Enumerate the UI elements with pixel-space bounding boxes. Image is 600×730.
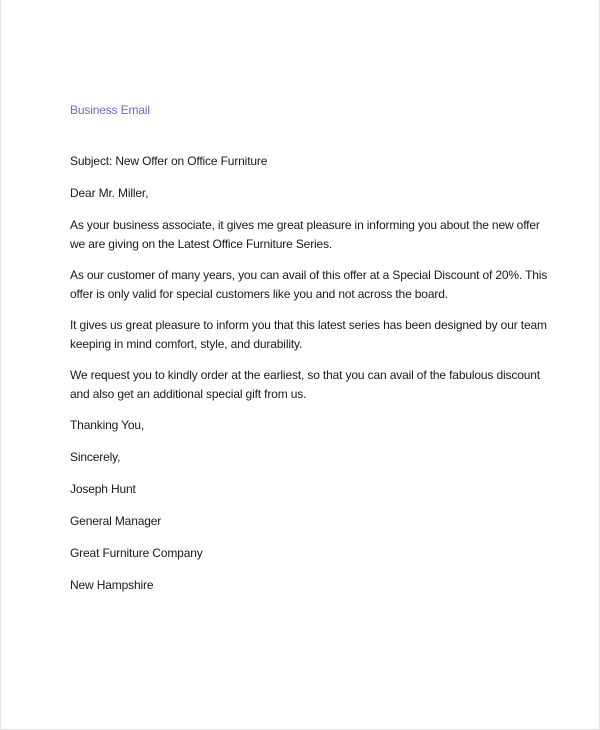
- signature-title: General Manager: [70, 514, 162, 528]
- document-heading: Business Email: [70, 103, 150, 117]
- closing-thanks: Thanking You,: [70, 418, 145, 432]
- paragraph-3: It gives us great pleasure to inform you that this latest series has been designed by our team keeping in mind comfort, style, and durability.: [70, 318, 547, 351]
- signature-location: New Hampshire: [70, 578, 154, 592]
- signature-name: Joseph Hunt: [70, 482, 136, 496]
- paragraph-4: We request you to kindly order at the earliest, so that you can avail of the fabulous discount and also get an additional special gift from us.: [70, 368, 540, 401]
- closing: Sincerely,: [70, 450, 121, 464]
- subject-line: Subject: New Offer on Office Furniture: [70, 154, 268, 168]
- signature-company: Great Furniture Company: [70, 546, 203, 560]
- salutation: Dear Mr. Miller,: [70, 186, 149, 200]
- paragraph-2: As our customer of many years, you can avail of this offer at a Special Discount of 20%. This offer is only valid for special customers like you and not across the board.: [70, 268, 548, 301]
- paragraph-1: As your business associate, it gives me great pleasure in informing you about the new offer we are giving on the Latest Office Furniture Series.: [70, 218, 540, 251]
